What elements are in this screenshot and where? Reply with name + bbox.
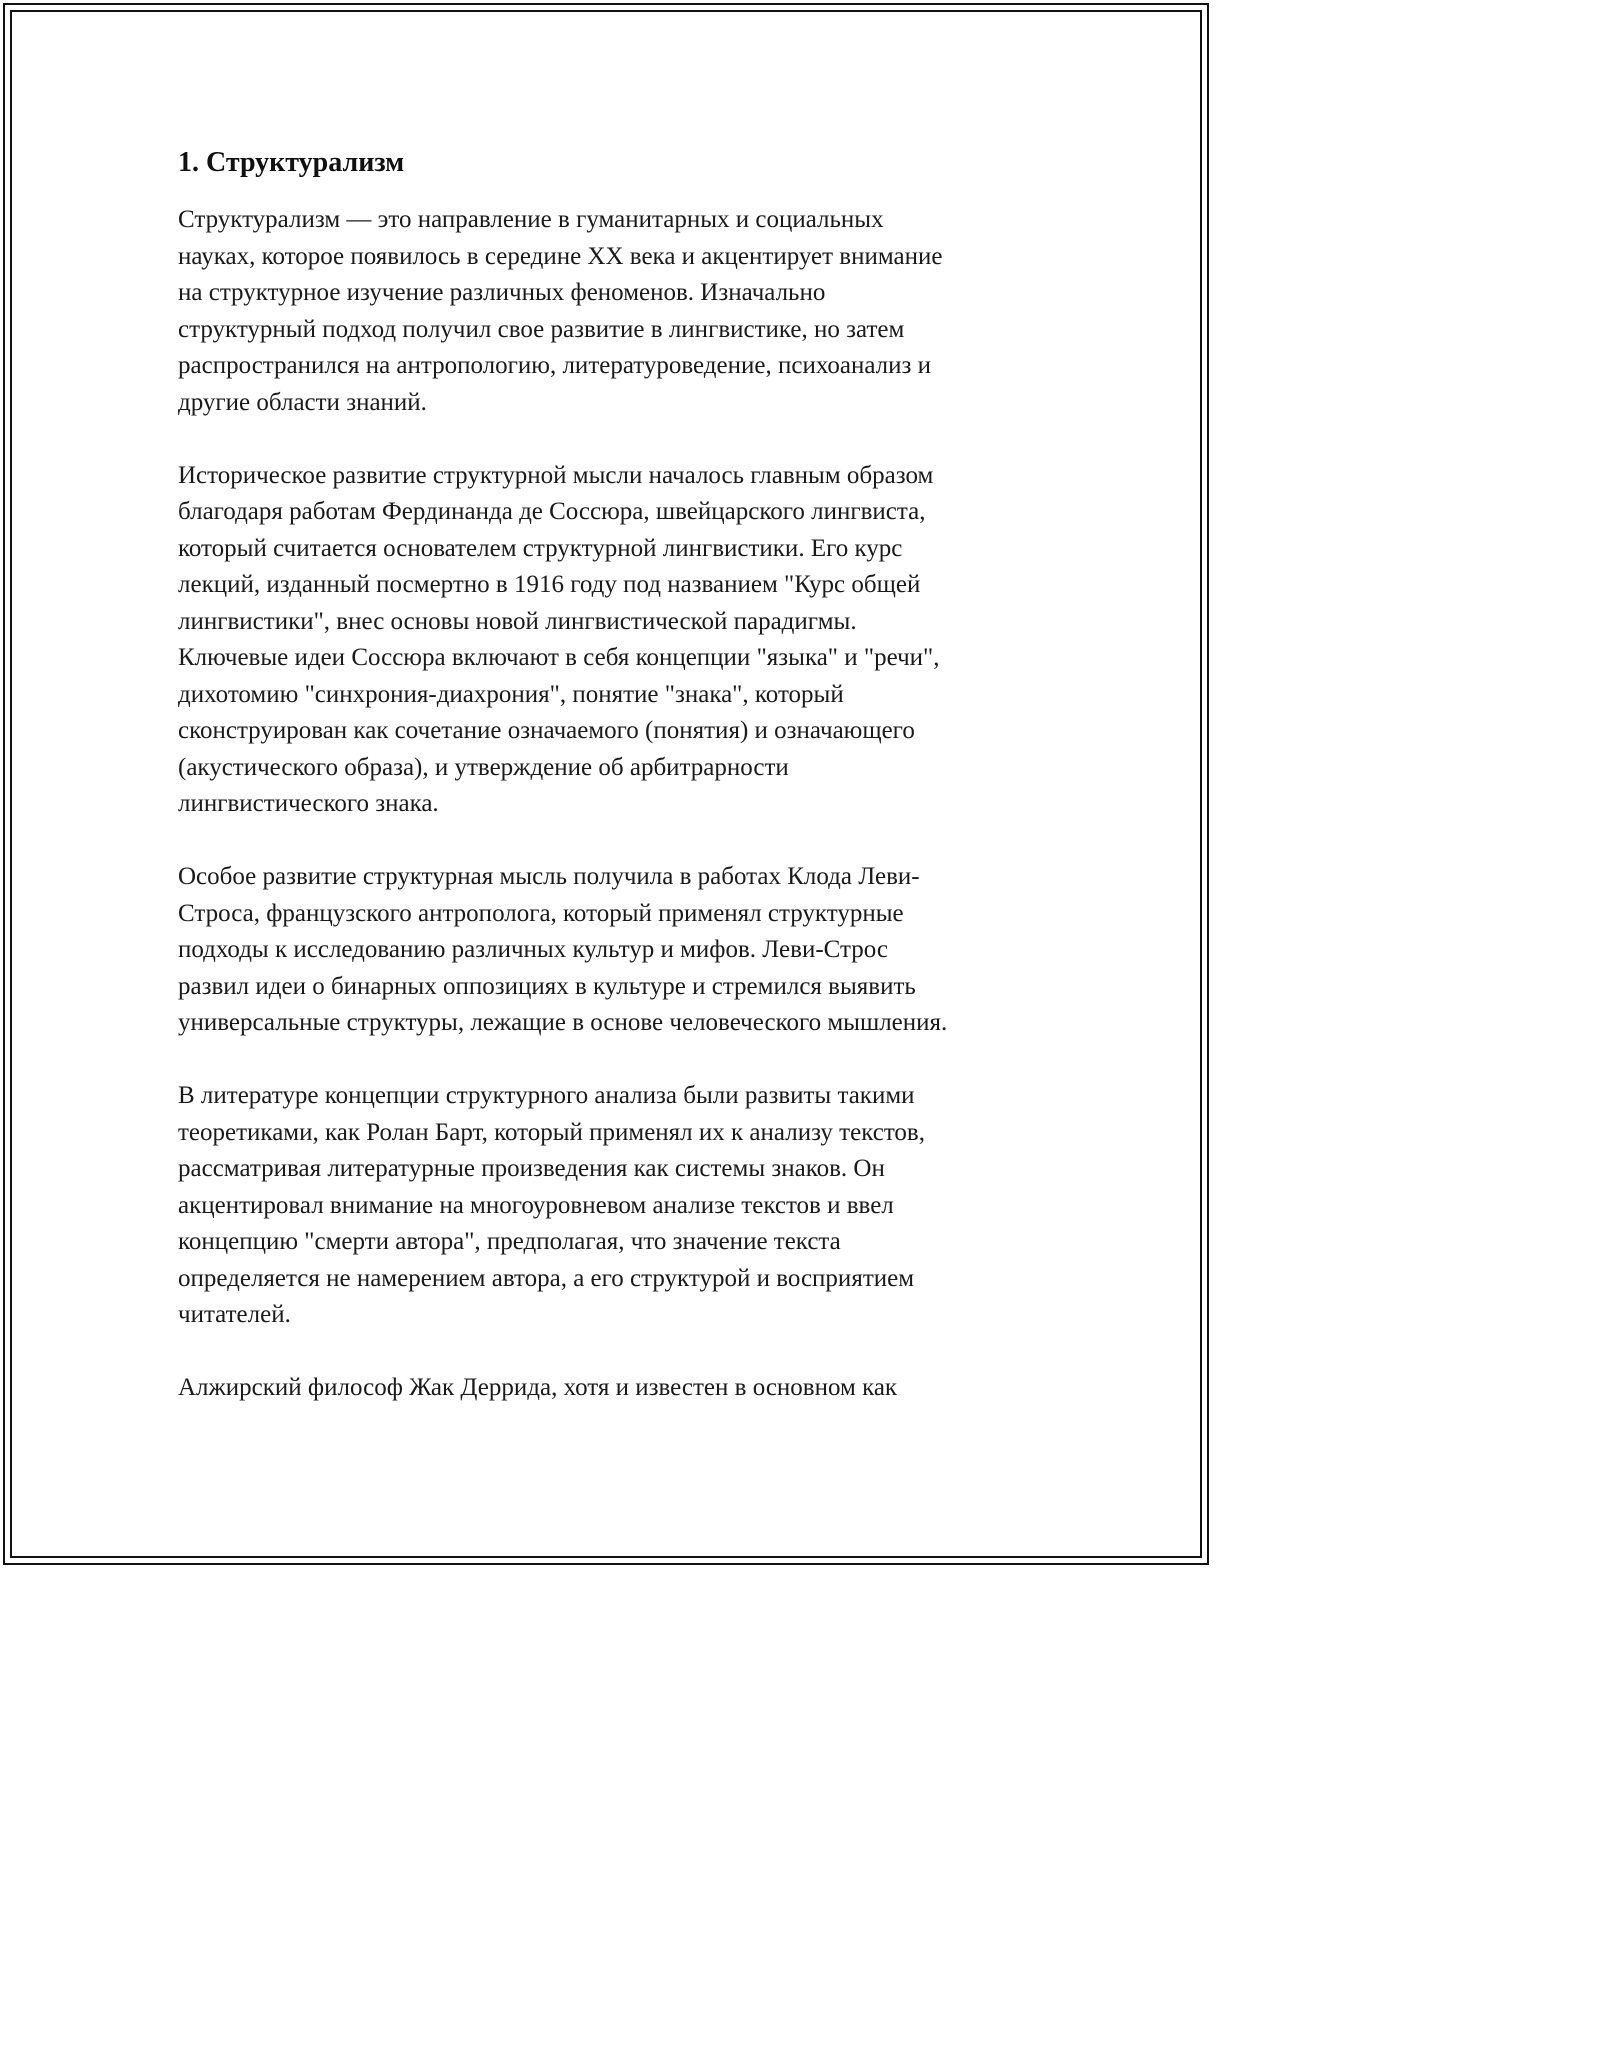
paragraph-line: на структурное изучение различных феноменов. Изначально [178,279,826,306]
paragraph-line: лингвистики", внес основы новой лингвистической парадигмы. [178,607,857,635]
paragraph-line: акцентировал внимание на многоуровневом анализе текстов и ввел [178,1191,894,1219]
paragraph-line: лекций, изданный посмертно в 1916 году под названием "Курс общей [178,571,921,598]
paragraph-line: Алжирский философ Жак Деррида, хотя и известен в основном как [178,1374,898,1401]
paragraph-line: дихотомию "синхрония-диахрония", понятие "знака", который [178,680,844,708]
section-heading: 1. Структурализм [178,147,405,178]
paragraph-line: Историческое развитие структурной мысли началось главным образом [178,461,934,489]
paragraph-line: теоретиками, как Ролан Барт, который применял их к анализу текстов, [178,1118,925,1146]
paragraph-line: универсальные структуры, лежащие в основе человеческого мышления. [178,1009,948,1036]
paragraph-line: (акустического образа), и утверждение об арбитрарности [178,753,789,781]
paragraph-line: подходы к исследованию различных культур и мифов. Леви-Строс [178,936,888,963]
paragraph-line: Особое развитие структурная мысль получила в работах Клода Леви- [178,863,920,890]
paragraph-line: В литературе концепции структурного анализа были развиты такими [178,1082,915,1109]
paragraph-line: развил идеи о бинарных оппозициях в культуре и стремился выявить [178,972,916,1000]
paragraph-line: Структурализм — это направление в гуманитарных и социальных [178,206,884,233]
paragraph-line: распространился на антропологию, литературоведение, психоанализ и [178,352,932,379]
paragraph-line: структурный подход получил свое развитие в лингвистике, но затем [178,315,905,343]
paragraph-line: лингвистического знака. [178,790,439,817]
paragraphs-container [178,202,1048,1407]
paragraph-line: сконструирован как сочетание означаемого (понятия) и означающего [178,717,915,744]
paragraph [178,1370,1048,1407]
paragraph-line: Ключевые идеи Соссюра включают в себя концепции "языка" и "речи", [178,644,940,671]
paragraph [178,202,1048,421]
paragraph [178,458,1048,823]
paragraph-line: концепцию "смерти автора", предполагая, что значение текста [178,1228,841,1255]
paragraph-line: науках, которое появилось в середине XX века и акцентирует внимание [178,242,943,270]
paragraph-line: читателей. [178,1301,291,1328]
paragraph-line: который считается основателем структурной лингвистики. Его курс [178,534,903,562]
document-body [178,143,1048,1407]
paragraph [178,859,1048,1042]
paragraph-line: определяется не намерением автора, а его структурой и восприятием [178,1264,915,1292]
paragraph-line: рассматривая литературные произведения как системы знаков. Он [178,1155,885,1182]
paragraph-line: Строса, французского антрополога, который применял структурные [178,899,904,927]
paragraph [178,1078,1048,1334]
paragraph-line: благодаря работам Фердинанда де Соссюра, швейцарского лингвиста, [178,498,926,525]
paragraph-line: другие области знаний. [178,388,427,416]
